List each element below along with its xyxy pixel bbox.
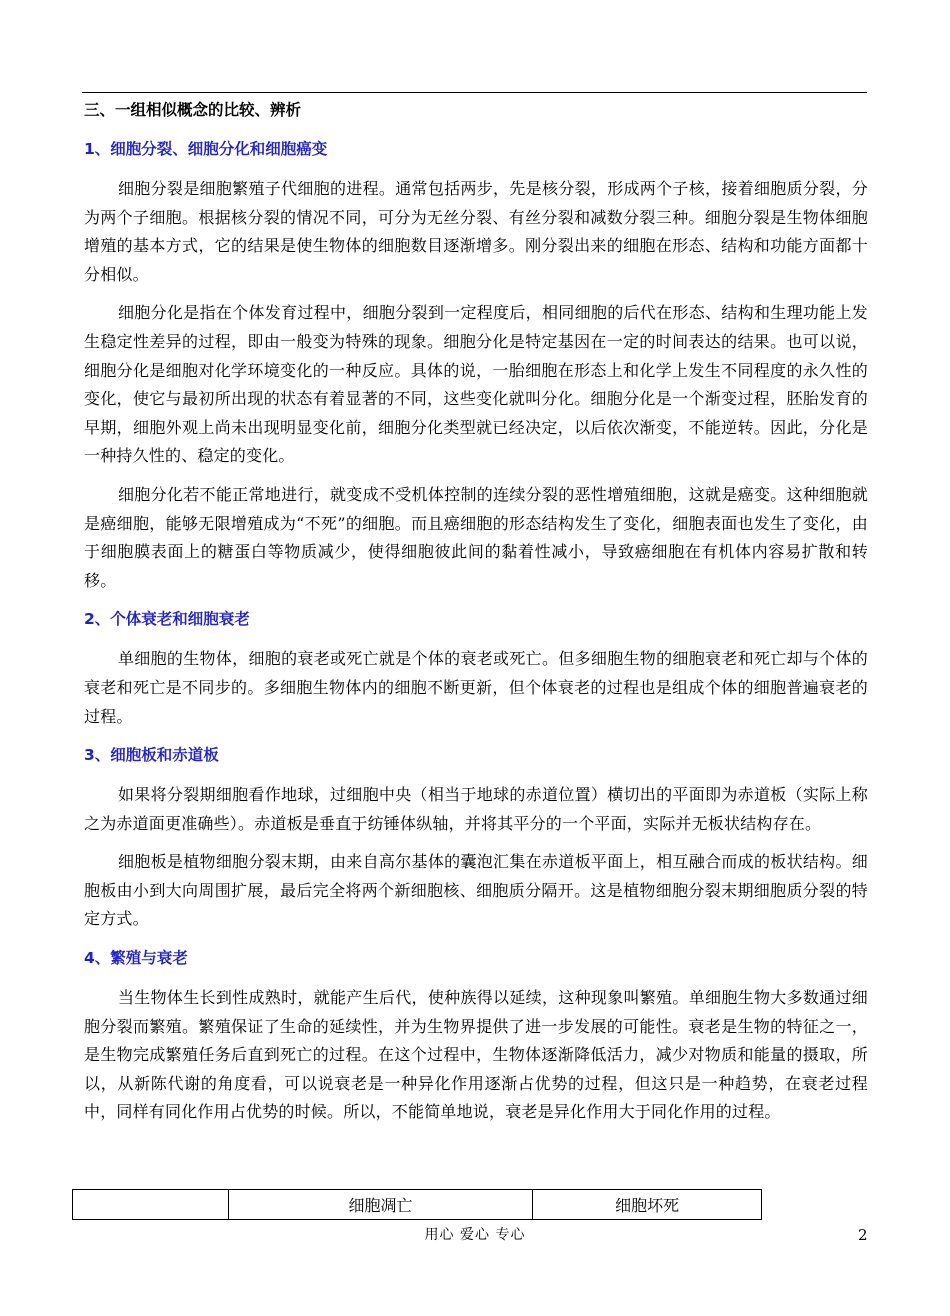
- page-content: [84, 95, 868, 1137]
- section-2: [84, 605, 868, 731]
- section-1: [84, 135, 868, 595]
- paragraph: 单细胞的生物体，细胞的衰老或死亡就是个体的衰老或死亡。但多细胞生物的细胞衰老和死亡却与个体的衰老和死亡是不同步的。多细胞生物体内的细胞不断更新，但个体衰老的过程也是组成个体的细胞普遍衰老的过程。: [84, 649, 868, 726]
- paragraph: 细胞分裂是细胞繁殖子代细胞的进程。通常包括两步，先是核分裂，形成两个子核，接着细胞质分裂，分为两个子细胞。根据核分裂的情况不同，可分为无丝分裂、有丝分裂和减数分裂三种。细胞分裂是生物体细胞增殖的基本方式，它的结果是使生物体的细胞数目逐渐增多。刚分裂出来的细胞在形态、结构和功能方面都十分相似。: [84, 179, 868, 284]
- section-title: 1、细胞分裂、细胞分化和细胞癌变: [84, 140, 328, 158]
- paragraph: 细胞分化是指在个体发育过程中，细胞分裂到一定程度后，相同细胞的后代在形态、结构和生理功能上发生稳定性差异的过程，即由一般变为特殊的现象。细胞分化是特定基因在一定的时间表达的结果。也可以说，细胞分化是细胞对化学环境变化的一种反应。具体的说，一胎细胞在形态上和化学上发生不同程度的永久性的变化，使它与最初所出现的状态有着显著的不同，这些变化就叫分化。细胞分化是一个渐变过程，胚胎发育的早期，细胞外观上尚未出现明显变化前，细胞分化类型就已经决定，以后依次渐变，不能逆转。因此，分化是一种持久性的、稳定的变化。: [84, 303, 868, 466]
- page-number: 2: [858, 1226, 868, 1244]
- table-header-cell: 细胞坏死: [533, 1190, 762, 1220]
- table-header-cell: 细胞凋亡: [228, 1190, 533, 1220]
- section-4: [84, 944, 868, 1127]
- section-title: 4、繁殖与衰老: [84, 949, 188, 968]
- header-rule: [82, 92, 867, 93]
- paragraph: 细胞板是植物细胞分裂末期，由来自高尔基体的囊泡汇集在赤道板平面上，相互融合而成的板状结构。细胞板由小到大向周围扩展，最后完全将两个新细胞核、细胞质分隔开。这是植物细胞分裂末期细胞质分裂的特定方式。: [84, 852, 868, 929]
- paragraph: 如果将分裂期细胞看作地球，过细胞中央（相当于地球的赤道位置）横切出的平面即为赤道板（实际上称之为赤道面更准确些）。赤道板是垂直于纺锤体纵轴，并将其平分的一个平面，实际并无板状结构存在。: [84, 785, 868, 833]
- section-3: [84, 741, 868, 934]
- comparison-table: [72, 1189, 762, 1220]
- paragraph: 细胞分化若不能正常地进行，就变成不受机体控制的连续分裂的恶性增殖细胞，这就是癌变。这种细胞就是癌细胞，能够无限增殖成为“不死”的细胞。而且癌细胞的形态结构发生了变化，细胞表面也发生了变化，由于细胞膜表面上的糖蛋白等物质减少，使得细胞彼此间的黏着性减小，导致癌细胞在有机体内容易扩散和转移。: [84, 484, 868, 590]
- footer-text: 用心 爱心 专心: [424, 1227, 526, 1243]
- section-title: 2、个体衰老和细胞衰老: [84, 610, 250, 629]
- page-heading: 三、一组相似概念的比较、辨析: [84, 101, 302, 119]
- table-header-cell: [73, 1190, 229, 1220]
- table-header-row: [73, 1190, 762, 1220]
- section-title: 3、细胞板和赤道板: [84, 746, 219, 765]
- paragraph: 当生物体生长到性成熟时，就能产生后代，使种族得以延续，这种现象叫繁殖。单细胞生物大多数通过细胞分裂而繁殖。繁殖保证了生命的延续性，并为生物界提供了进一步发展的可能性。衰老是生物的特征之一，是生物完成繁殖任务后直到死亡的过程。在这个过程中，生物体逐渐降低活力，减少对物质和能量的摄取，所以，从新陈代谢的角度看，可以说衰老是一种异化作用逐渐占优势的过程，但这只是一种趋势，在衰老过程中，同样有同化作用占优势的时候。所以，不能简单地说，衰老是异化作用大于同化作用的过程。: [84, 988, 868, 1122]
